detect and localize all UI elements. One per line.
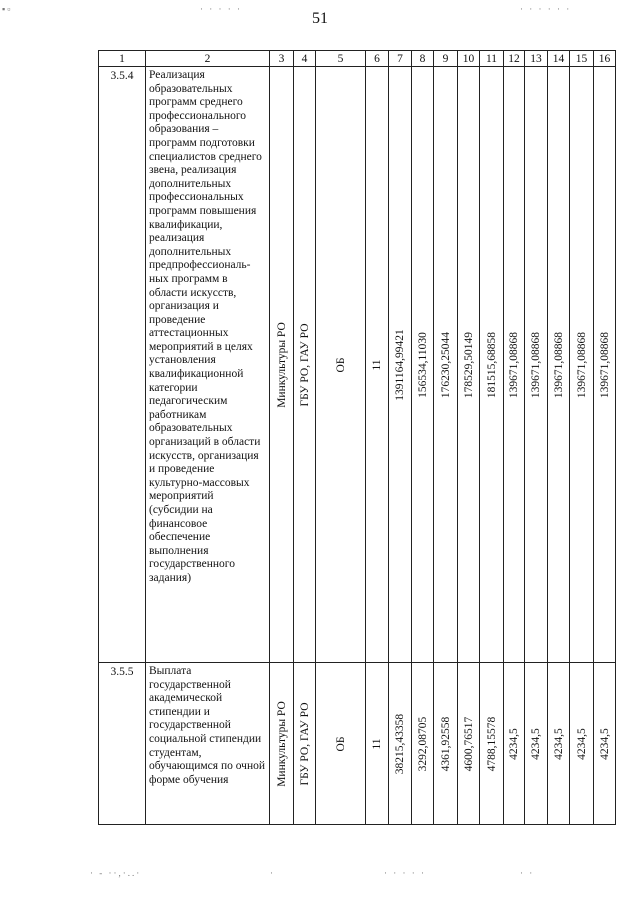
scan-artifact: · · (520, 868, 535, 878)
header-cell: 8 (412, 51, 434, 67)
value-cell (434, 67, 458, 663)
value-cell (412, 663, 434, 825)
scan-artifact: · · · · · (200, 4, 242, 14)
participant-cell (294, 67, 316, 663)
source-text: ОБ (334, 357, 347, 372)
value-cell (480, 67, 504, 663)
value-text: 3292,08705 (416, 716, 429, 771)
value-cell (458, 663, 480, 825)
header-cell: 1 (99, 51, 146, 67)
source-cell (316, 663, 366, 825)
header-row (99, 51, 616, 67)
participant-text: ГБУ РО, ГАУ РО (298, 322, 311, 407)
value-text: 139671,08868 (530, 331, 542, 398)
value-cell (548, 663, 570, 825)
source-cell (316, 67, 366, 663)
code6-cell (366, 67, 389, 663)
header-cell: 9 (434, 51, 458, 67)
header-cell: 3 (270, 51, 294, 67)
table-row (99, 663, 616, 825)
value-text: 139671,08868 (598, 331, 611, 398)
value-text: 139671,08868 (575, 331, 588, 398)
value-cell (389, 67, 412, 663)
budget-table (98, 50, 616, 825)
value-text: 181515,68858 (485, 331, 498, 398)
executor-cell (270, 67, 294, 663)
value-cell (504, 67, 525, 663)
executor-text: Минкультуры РО (275, 321, 288, 408)
header-cell: 4 (294, 51, 316, 67)
header-cell: 11 (480, 51, 504, 67)
value-cell (548, 67, 570, 663)
code6-text: 11 (371, 737, 383, 750)
value-cell (570, 67, 594, 663)
value-text: 38215,43358 (394, 713, 406, 774)
scan-artifact: · · · · · · (520, 4, 572, 14)
value-text: 156534,11030 (416, 331, 429, 398)
header-cell: 16 (594, 51, 616, 67)
header-cell: 12 (504, 51, 525, 67)
value-cell (434, 663, 458, 825)
value-cell (570, 663, 594, 825)
executor-text: Минкультуры РО (275, 700, 288, 787)
code6-cell (366, 663, 389, 825)
row-code: 3.5.5 (99, 663, 146, 825)
table-row (99, 67, 616, 663)
participant-text: ГБУ РО, ГАУ РО (298, 701, 311, 786)
value-text: 4234,5 (530, 727, 542, 760)
value-cell (412, 67, 434, 663)
value-text: 4234,5 (598, 727, 611, 760)
code6-text: 11 (371, 358, 383, 371)
header-cell: 14 (548, 51, 570, 67)
value-cell (594, 663, 616, 825)
value-text: 139671,08868 (552, 331, 565, 398)
row-code: 3.5.4 (99, 67, 146, 663)
row-name: Реализация образовательных программ среднего профессионального образования – программ подготовки специалистов среднего звена, реализация дополнительных профессиональных программ повышения квалификации, реализация дополнительных предпрофессиональ-ных программ в области искусств, организация и проведение аттестационных мероприятий в целях установления квалификационной категории педагогическим работникам образовательных организаций в области искусств, организация и проведение культурно-массовых мероприятий (субсидии на финансовое обеспечение выполнения государственного задания) (146, 67, 270, 663)
executor-cell (270, 663, 294, 825)
header-cell: 7 (389, 51, 412, 67)
value-text: 4234,5 (552, 727, 565, 760)
header-cell: 10 (458, 51, 480, 67)
value-text: 4234,5 (508, 727, 520, 760)
value-cell (504, 663, 525, 825)
header-cell: 2 (146, 51, 270, 67)
value-text: 4788,15578 (485, 716, 498, 771)
value-cell (480, 663, 504, 825)
value-cell (594, 67, 616, 663)
value-text: 4600,76517 (462, 716, 475, 771)
page-number: 51 (312, 10, 328, 27)
value-text: 1391164,99421 (394, 328, 406, 401)
value-text: 4234,5 (575, 727, 588, 760)
header-cell: 5 (316, 51, 366, 67)
participant-cell (294, 663, 316, 825)
value-cell (389, 663, 412, 825)
source-text: ОБ (334, 736, 347, 751)
header-cell: 15 (570, 51, 594, 67)
header-cell: 13 (525, 51, 548, 67)
value-cell (525, 67, 548, 663)
scan-artifact: ▪▫ (2, 4, 13, 14)
value-text: 176230,25044 (439, 331, 452, 398)
scan-artifact: · (270, 868, 275, 878)
value-cell (458, 67, 480, 663)
header-cell: 6 (366, 51, 389, 67)
scan-artifact: · - ··,·..· (90, 868, 142, 878)
value-cell (525, 663, 548, 825)
value-text: 139671,08868 (508, 331, 520, 398)
value-text: 4361,92558 (439, 716, 452, 771)
value-text: 178529,50149 (462, 331, 475, 398)
scan-artifact: · · · · · (384, 868, 426, 878)
row-name: Выплата государственной академической стипендии и государственной социальной стипендии студентам, обучающимся по очной форме обучения (146, 663, 270, 825)
